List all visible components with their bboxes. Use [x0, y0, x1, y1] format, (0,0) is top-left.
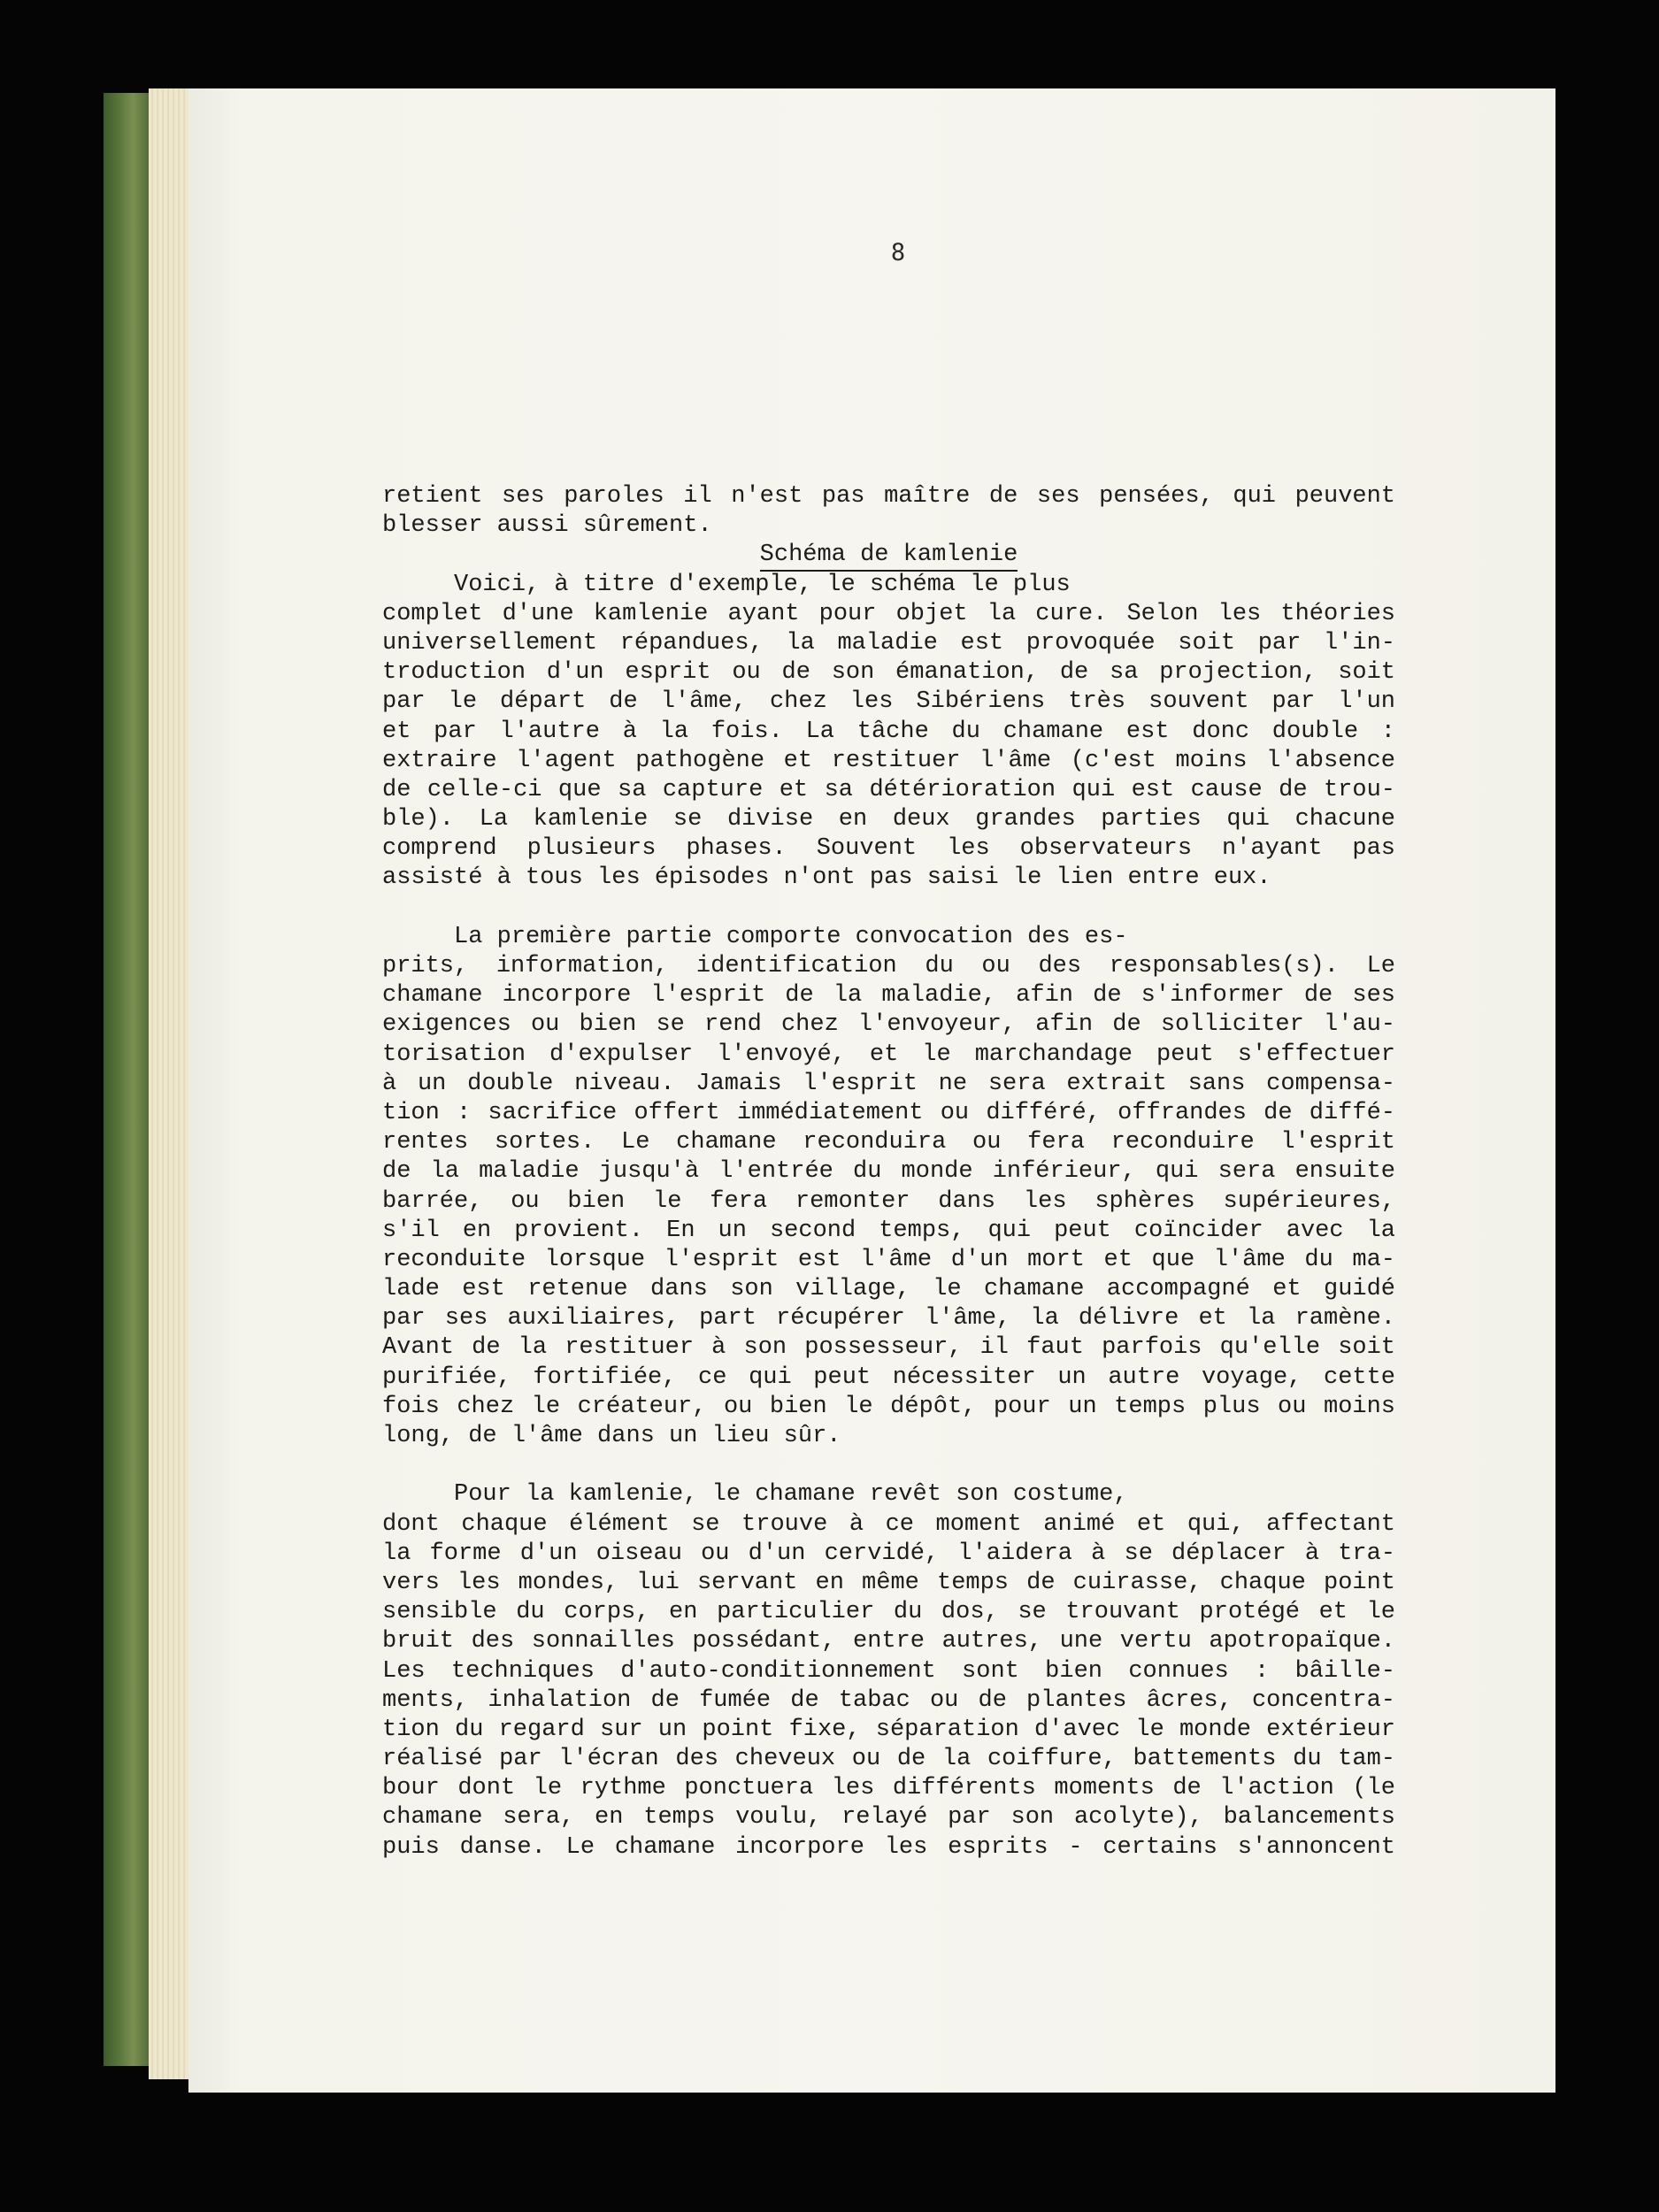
text-line: assisté à tous les épisodes n'ont pas saisi le lien entre eux.: [382, 864, 1271, 892]
section-heading: Schéma de kamlenie: [382, 541, 1395, 570]
text-line: bruit des sonnailles possédant, entre autres, une vertu apotropaïque.: [382, 1628, 1395, 1655]
text-line: comprend plusieurs phases. Souvent les observateurs n'ayant pas: [382, 835, 1395, 863]
text-line: tion du regard sur un point fixe, séparation d'avec le monde extérieur: [382, 1716, 1395, 1743]
text-line: troduction d'un esprit ou de son émanation, de sa projection, soit: [382, 659, 1395, 687]
text-line: tion : sacrifice offert immédiatement ou différé, offrandes de diffé-: [382, 1099, 1395, 1126]
text-line: chamane incorpore l'esprit de la maladie, afin de s'informer de ses: [382, 982, 1395, 1010]
text-line: Les techniques d'auto-conditionnement sont bien connues : bâille-: [382, 1657, 1395, 1685]
paragraph-gap: [382, 1451, 1488, 1480]
text-line: la forme d'un oiseau ou d'un cervidé, l'aidera à se déplacer à tra-: [382, 1540, 1395, 1567]
text-line: par ses auxiliaires, part récupérer l'âme, la délivre et la ramène.: [382, 1305, 1395, 1333]
text-line: lade est retenue dans son village, le chamane accompagné et guidé: [382, 1276, 1395, 1303]
text-line: universellement répandues, la maladie est provoquée soit par l'in-: [382, 629, 1395, 657]
text-line: rentes sortes. Le chamane reconduira ou fera reconduire l'esprit: [382, 1129, 1395, 1156]
paragraph-gap: [382, 894, 1488, 923]
text-line: ments, inhalation de fumée de tabac ou de plantes âcres, concentra-: [382, 1686, 1395, 1714]
text-line: et par l'autre à la fois. La tâche du chamane est donc double :: [382, 718, 1395, 745]
text-line: bour dont le rythme ponctuera les différents moments de l'action (le: [382, 1775, 1395, 1802]
text-line: complet d'une kamlenie ayant pour objet la cure. Selon les théories: [382, 600, 1395, 627]
text-line: extraire l'agent pathogène et restituer l'âme (c'est moins l'absence: [382, 747, 1395, 774]
text-line: chamane sera, en temps voulu, relayé par son acolyte), balancements: [382, 1804, 1395, 1832]
text-line: purifiée, fortifiée, ce qui peut nécessiter un autre voyage, cette: [382, 1363, 1395, 1391]
text-line: ble). La kamlenie se divise en deux grandes parties qui chacune: [382, 806, 1395, 833]
text-line: prits, information, identification du ou des responsables(s). Le: [382, 953, 1395, 979]
text-line: Avant de la restituer à son possesseur, il faut parfois qu'elle soit: [382, 1334, 1395, 1362]
text-line: dont chaque élément se trouve à ce moment animé et qui, affectant: [382, 1510, 1395, 1538]
text-line: sensible du corps, en particulier du dos, se trouvant protégé et le: [382, 1599, 1395, 1626]
text-line: Pour la kamlenie, le chamane revêt son costume,: [382, 1481, 1128, 1509]
text-line: torisation d'expulser l'envoyé, et le marchandage peut s'effectuer: [382, 1041, 1395, 1068]
text-line: exigences ou bien se rend chez l'envoyeur, afin de solliciter l'au-: [382, 1011, 1395, 1039]
book-binding: [104, 93, 153, 2066]
text-line: puis danse. Le chamane incorpore les esprits - certains s'annoncent: [382, 1833, 1395, 1861]
text-line: à un double niveau. Jamais l'esprit ne sera extrait sans compensa-: [382, 1070, 1395, 1097]
text-line: long, de l'âme dans un lieu sûr.: [382, 1423, 841, 1449]
text-line: barrée, ou bien le fera remonter dans les sphères supérieures,: [382, 1187, 1395, 1215]
text-line: réalisé par l'écran des cheveux ou de la coiffure, battements du tam-: [382, 1746, 1395, 1773]
text-line: reconduite lorsque l'esprit est l'âme d'un mort et que l'âme du ma-: [382, 1246, 1395, 1273]
text-line: de la maladie jusqu'à l'entrée du monde inférieur, qui sera ensuite: [382, 1158, 1395, 1186]
text-line: de celle-ci que sa capture et sa détérioration qui est cause de trou-: [382, 776, 1395, 803]
text-line: La première partie comporte convocation des es-: [382, 923, 1128, 950]
text-line: fois chez le créateur, ou bien le dépôt, pour un temps plus ou moins: [382, 1393, 1395, 1420]
page-edges: [149, 88, 193, 2079]
text-line: vers les mondes, lui servant en même temps de cuirasse, chaque point: [382, 1569, 1395, 1596]
page-number: 8: [890, 239, 906, 266]
body-text: [382, 482, 1488, 1863]
text-line: s'il en provient. En un second temps, qui peut coïncider avec la: [382, 1217, 1395, 1244]
text-line: retient ses paroles il n'est pas maître de ses pensées, qui peuvent: [382, 483, 1395, 510]
text-line: Voici, à titre d'exemple, le schéma le plus: [382, 571, 1071, 598]
text-line: par le départ de l'âme, chez les Sibériens très souvent par l'un: [382, 688, 1395, 716]
text-line: blesser aussi sûrement.: [382, 512, 712, 540]
